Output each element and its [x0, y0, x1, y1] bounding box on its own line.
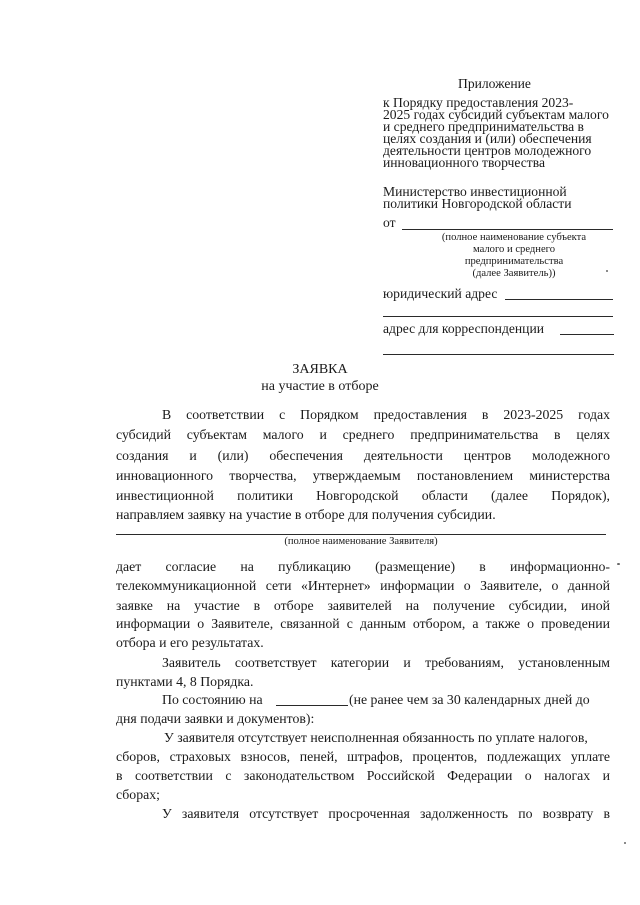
correspondence-address-blank [560, 334, 614, 335]
text-line: направляем заявку на участие в отборе для получения субсидии. [116, 507, 496, 522]
text-line: телекоммуникационной сети «Интернет» информации о Заявителе, о данной [116, 578, 610, 593]
scan-speck [606, 270, 608, 272]
as-of-suffix: (не ранее чем за 30 календарных дней до [349, 692, 590, 707]
from-caption-line: (далее Заявитель)) [472, 268, 556, 279]
annex-line: 2025 годах субсидий субъектам малого [383, 107, 609, 122]
text-line: сборов, страховых взносов, пеней, штрафов, процентов, подлежащих уплате [116, 749, 610, 764]
text-line: в соответствии с законодательством Российской Федерации о налогах и [116, 768, 610, 783]
text-line: сборах; [116, 787, 160, 802]
as-of-prefix: По состоянию на [162, 692, 263, 707]
from-caption-line: малого и среднего [472, 244, 556, 255]
from-caption-line: предпринимательства [464, 256, 564, 267]
text-line: субсидий субъектам малого и среднего предпринимательства в целях [116, 427, 610, 442]
text-line: информации о Заявителе, связанной с данным отбором, а также о проведении [116, 616, 610, 631]
correspondence-address-label: адрес для корреспонденции [383, 321, 545, 336]
text-line: дня подачи заявки и документов): [116, 711, 315, 726]
legal-address-label: юридический адрес [383, 286, 498, 301]
document-title: ЗАЯВКА [292, 362, 348, 377]
from-caption-line: (полное наименование субъекта [441, 232, 587, 243]
applicant-caption: (полное наименование Заявителя) [284, 536, 438, 547]
legal-address-blank [505, 299, 613, 300]
text-line: создания и (или) обеспечения деятельности центров молодежного [116, 448, 610, 463]
text-line: инвестиционной политики Новгородской области (далее Порядок), [116, 488, 610, 503]
text-line: пунктами 4, 8 Порядка. [116, 674, 254, 689]
as-of-date-blank [276, 705, 348, 706]
recipient-line: политики Новгородской области [383, 196, 572, 211]
document-subtitle: на участие в отборе [261, 379, 379, 394]
annex-line: деятельности центров молодежного [383, 143, 592, 158]
from-label: от [383, 215, 396, 230]
annex-line: к Порядку предоставления 2023- [383, 95, 574, 110]
annex-line: и среднего предпринимательства в [383, 119, 584, 134]
annex-label: Приложение [458, 76, 531, 91]
scan-speck [624, 842, 626, 844]
applicant-name-blank [116, 534, 606, 535]
legal-address-blank-2 [383, 316, 613, 317]
correspondence-address-blank-2 [383, 354, 614, 355]
text-line: отбора и его результатах. [116, 635, 264, 650]
text-line: заявке на участие в отборе заявителей на получение субсидии, иной [116, 598, 610, 613]
from-blank-line [402, 229, 613, 230]
text-line: инновационного творчества, утверждаемым постановлением министерства [116, 468, 610, 483]
scan-speck [617, 563, 620, 565]
text-line: Заявитель соответствует категории и требованиям, установленным [162, 655, 610, 670]
annex-line: целях создания и (или) обеспечения [383, 131, 592, 146]
recipient-line: Министерство инвестиционной [383, 184, 567, 199]
text-line: В соответствии с Порядком предоставления в 2023-2025 годах [162, 407, 610, 422]
text-line: У заявителя отсутствует неисполненная обязанность по уплате налогов, [164, 730, 588, 745]
text-line: У заявителя отсутствует просроченная задолженность по возврату в [162, 806, 610, 821]
text-line: дает согласие на публикацию (размещение) в информационно- [116, 559, 610, 574]
annex-line: инновационного творчества [383, 155, 545, 170]
